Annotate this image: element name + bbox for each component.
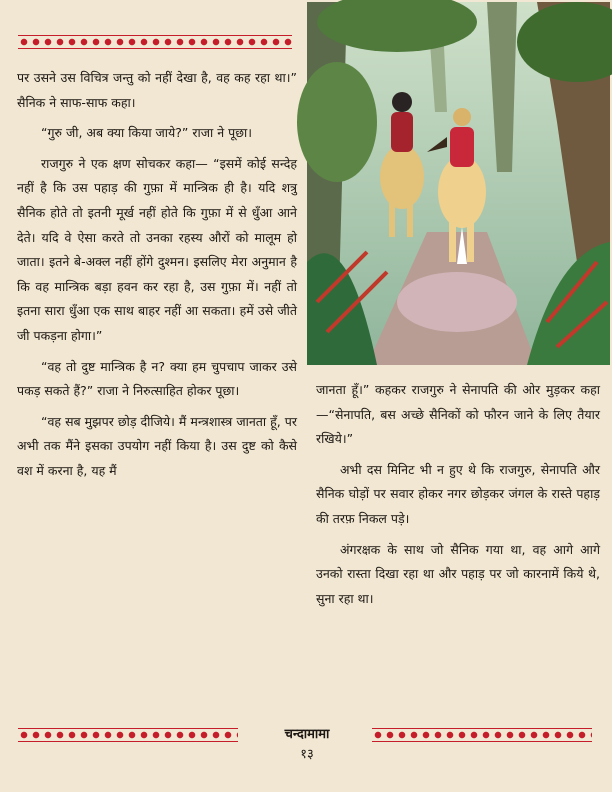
paragraph: “वह तो दुष्ट मान्त्रिक है न? क्या हम चुपचाप जाकर उसे पकड़ सकते हैं?” राजा ने निरुत्साहित होकर पूछा। — [17, 358, 301, 399]
right-text-column — [316, 378, 604, 617]
page-number: १३ — [300, 747, 314, 762]
forest-horsemen-illustration — [307, 2, 610, 365]
left-text-column — [17, 66, 301, 490]
paragraph: जानता हूँ।” कहकर राजगुरु ने सेनापति की ओर मुड़कर कहा—“सेनापति, बस अच्छे सैनिकों को फौरन जाने के लिए तैयार रखिये।” — [316, 382, 604, 447]
magazine-title: चन्दामामा — [284, 727, 330, 742]
paragraph: अंगरक्षक के साथ जो सैनिक गया था, वह आगे आगे उनको रास्ता दिखा रहा था और पहाड़ पर जो कारनामें किये थे, सुना रहा था। — [316, 541, 604, 606]
paragraph: अभी दस मिनिट भी न हुए थे कि राजगुरु, सेनापति और सैनिक घोड़ों पर सवार होकर नगर छोड़कर जंगल के रास्ते पहाड़ की तरफ़ निकल पड़े। — [316, 461, 604, 526]
bottom-left-decorative-border — [18, 727, 238, 743]
paragraph: “गुरु जी, अब क्या किया जाये?” राजा ने पूछा। — [41, 125, 252, 141]
paragraph: “वह सब मुझपर छोड़ दीजिये। मैं मन्त्रशास्त्र जानता हूँ, पर अभी तक मैंने इसका उपयोग नहीं किया है। उस दुष्ट को कैसे वश में करना है, यह मैं — [17, 413, 301, 478]
paragraph: राजगुरु ने एक क्षण सोचकर कहा— “इसमें कोई सन्देह नहीं है कि उस पहाड़ की गुफ़ा में मान्त्रिक ही है। यदि शत्रु सैनिक होते तो इतनी मूर्ख नहीं होते कि गुफ़ा में से धुँआ आने देते। यदि वे ऐसा करते तो उनका रहस्य औरों को मालूम हो जाता। इतने बे-अक्ल नहीं होंगे दुश्मन। इसलिए मेरा अनुमान है कि वह मान्त्रिक बड़ा हवन कर रहा है, उस गुफ़ा में। नहीं तो इतना सारा धुँआ एक साथ बाहर नहीं आ सकता। हमें उसे जीते जी पकड़ना होगा।” — [17, 155, 301, 343]
bottom-right-decorative-border — [372, 727, 592, 743]
paragraph: पर उसने उस विचित्र जन्तु को नहीं देखा है, वह कह रहा था।” सैनिक ने साफ-साफ कहा। — [17, 70, 301, 110]
top-decorative-border — [18, 34, 292, 50]
